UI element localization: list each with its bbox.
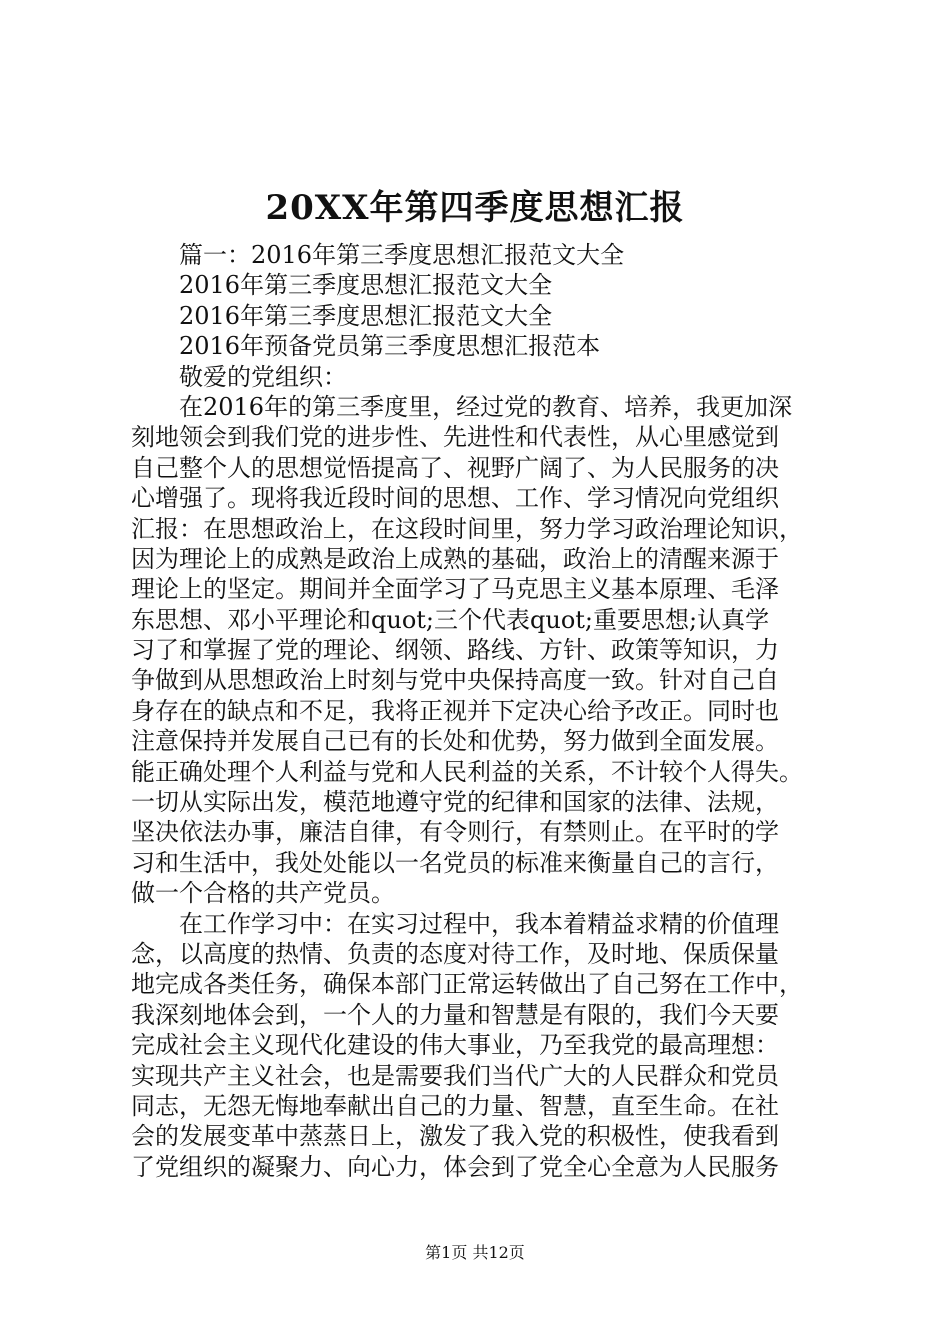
page-footer: 第1页 共12页 xyxy=(425,1243,525,1262)
body-line: 因为理论上的成熟是政治上成熟的基础，政治上的清醒来源于 xyxy=(131,544,779,573)
body-line: 习了和掌握了党的理论、纲领、路线、方针、政策等知识，力 xyxy=(131,636,779,665)
body-line: 做一个合格的共产党员。 xyxy=(131,879,395,908)
body-line: 完成社会主义现代化建设的伟大事业，乃至我党的最高理想： xyxy=(131,1031,779,1060)
body-line: 念，以高度的热情、负责的态度对待工作，及时地、保质保量 xyxy=(131,939,779,968)
body-line: 我深刻地体会到，一个人的力量和智慧是有限的，我们今天要 xyxy=(131,1000,779,1029)
body-line: 汇报：在思想政治上，在这段时间里，努力学习政治理论知识， xyxy=(131,514,803,543)
body-line: 坚决依法办事，廉洁自律，有令则行，有禁则止。在平时的学 xyxy=(131,818,779,847)
body-line: 实现共产主义社会，也是需要我们当代广大的人民群众和党员 xyxy=(131,1061,779,1090)
body-line: 2016年预备党员第三季度思想汇报范本 xyxy=(179,332,601,361)
body-line: 自己整个人的思想觉悟提高了、视野广阔了、为人民服务的决 xyxy=(131,453,779,482)
body-line: 在工作学习中：在实习过程中，我本着精益求精的价值理 xyxy=(179,909,779,938)
body-line: 习和生活中，我处处能以一名党员的标准来衡量自己的言行， xyxy=(131,848,779,877)
body-line: 地完成各类任务，确保本部门正常运转做出了自己努在工作中， xyxy=(131,970,803,999)
body-line: 身存在的缺点和不足，我将正视并下定决心给予改正。同时也 xyxy=(131,696,779,725)
body-line: 在2016年的第三季度里，经过党的教育、培养，我更加深 xyxy=(179,392,793,421)
body-line: 理论上的坚定。期间并全面学习了马克思主义基本原理、毛泽 xyxy=(131,575,779,604)
body-line: 争做到从思想政治上时刻与党中央保持高度一致。针对自己自 xyxy=(131,666,779,695)
body-line: 敬爱的党组织： xyxy=(179,362,347,391)
body-line: 2016年第三季度思想汇报范文大全 xyxy=(179,271,553,300)
body-line: 2016年第三季度思想汇报范文大全 xyxy=(179,301,553,330)
body-line: 同志，无怨无悔地奉献出自己的力量、智慧，直至生命。在社 xyxy=(131,1091,779,1120)
body-line: 一切从实际出发，模范地遵守党的纪律和国家的法律、法规， xyxy=(131,788,779,817)
body-line: 能正确处理个人利益与党和人民利益的关系，不计较个人得失。 xyxy=(131,757,803,786)
body-line: 了党组织的凝聚力、向心力，体会到了党全心全意为人民服务 xyxy=(131,1152,779,1181)
document-body xyxy=(131,240,859,1182)
document-title: 20XX年第四季度思想汇报 xyxy=(265,188,685,228)
body-line: 东思想、邓小平理论和quot;三个代表quot;重要思想;认真学 xyxy=(131,605,770,634)
body-line: 篇一：2016年第三季度思想汇报范文大全 xyxy=(179,241,625,269)
body-line: 刻地领会到我们党的进步性、先进性和代表性，从心里感觉到 xyxy=(131,423,779,452)
body-line: 会的发展变革中蒸蒸日上，激发了我入党的积极性，使我看到 xyxy=(131,1122,779,1151)
body-line: 心增强了。现将我近段时间的思想、工作、学习情况向党组织 xyxy=(131,484,779,513)
body-line: 注意保持并发展自己已有的长处和优势，努力做到全面发展。 xyxy=(131,727,779,756)
